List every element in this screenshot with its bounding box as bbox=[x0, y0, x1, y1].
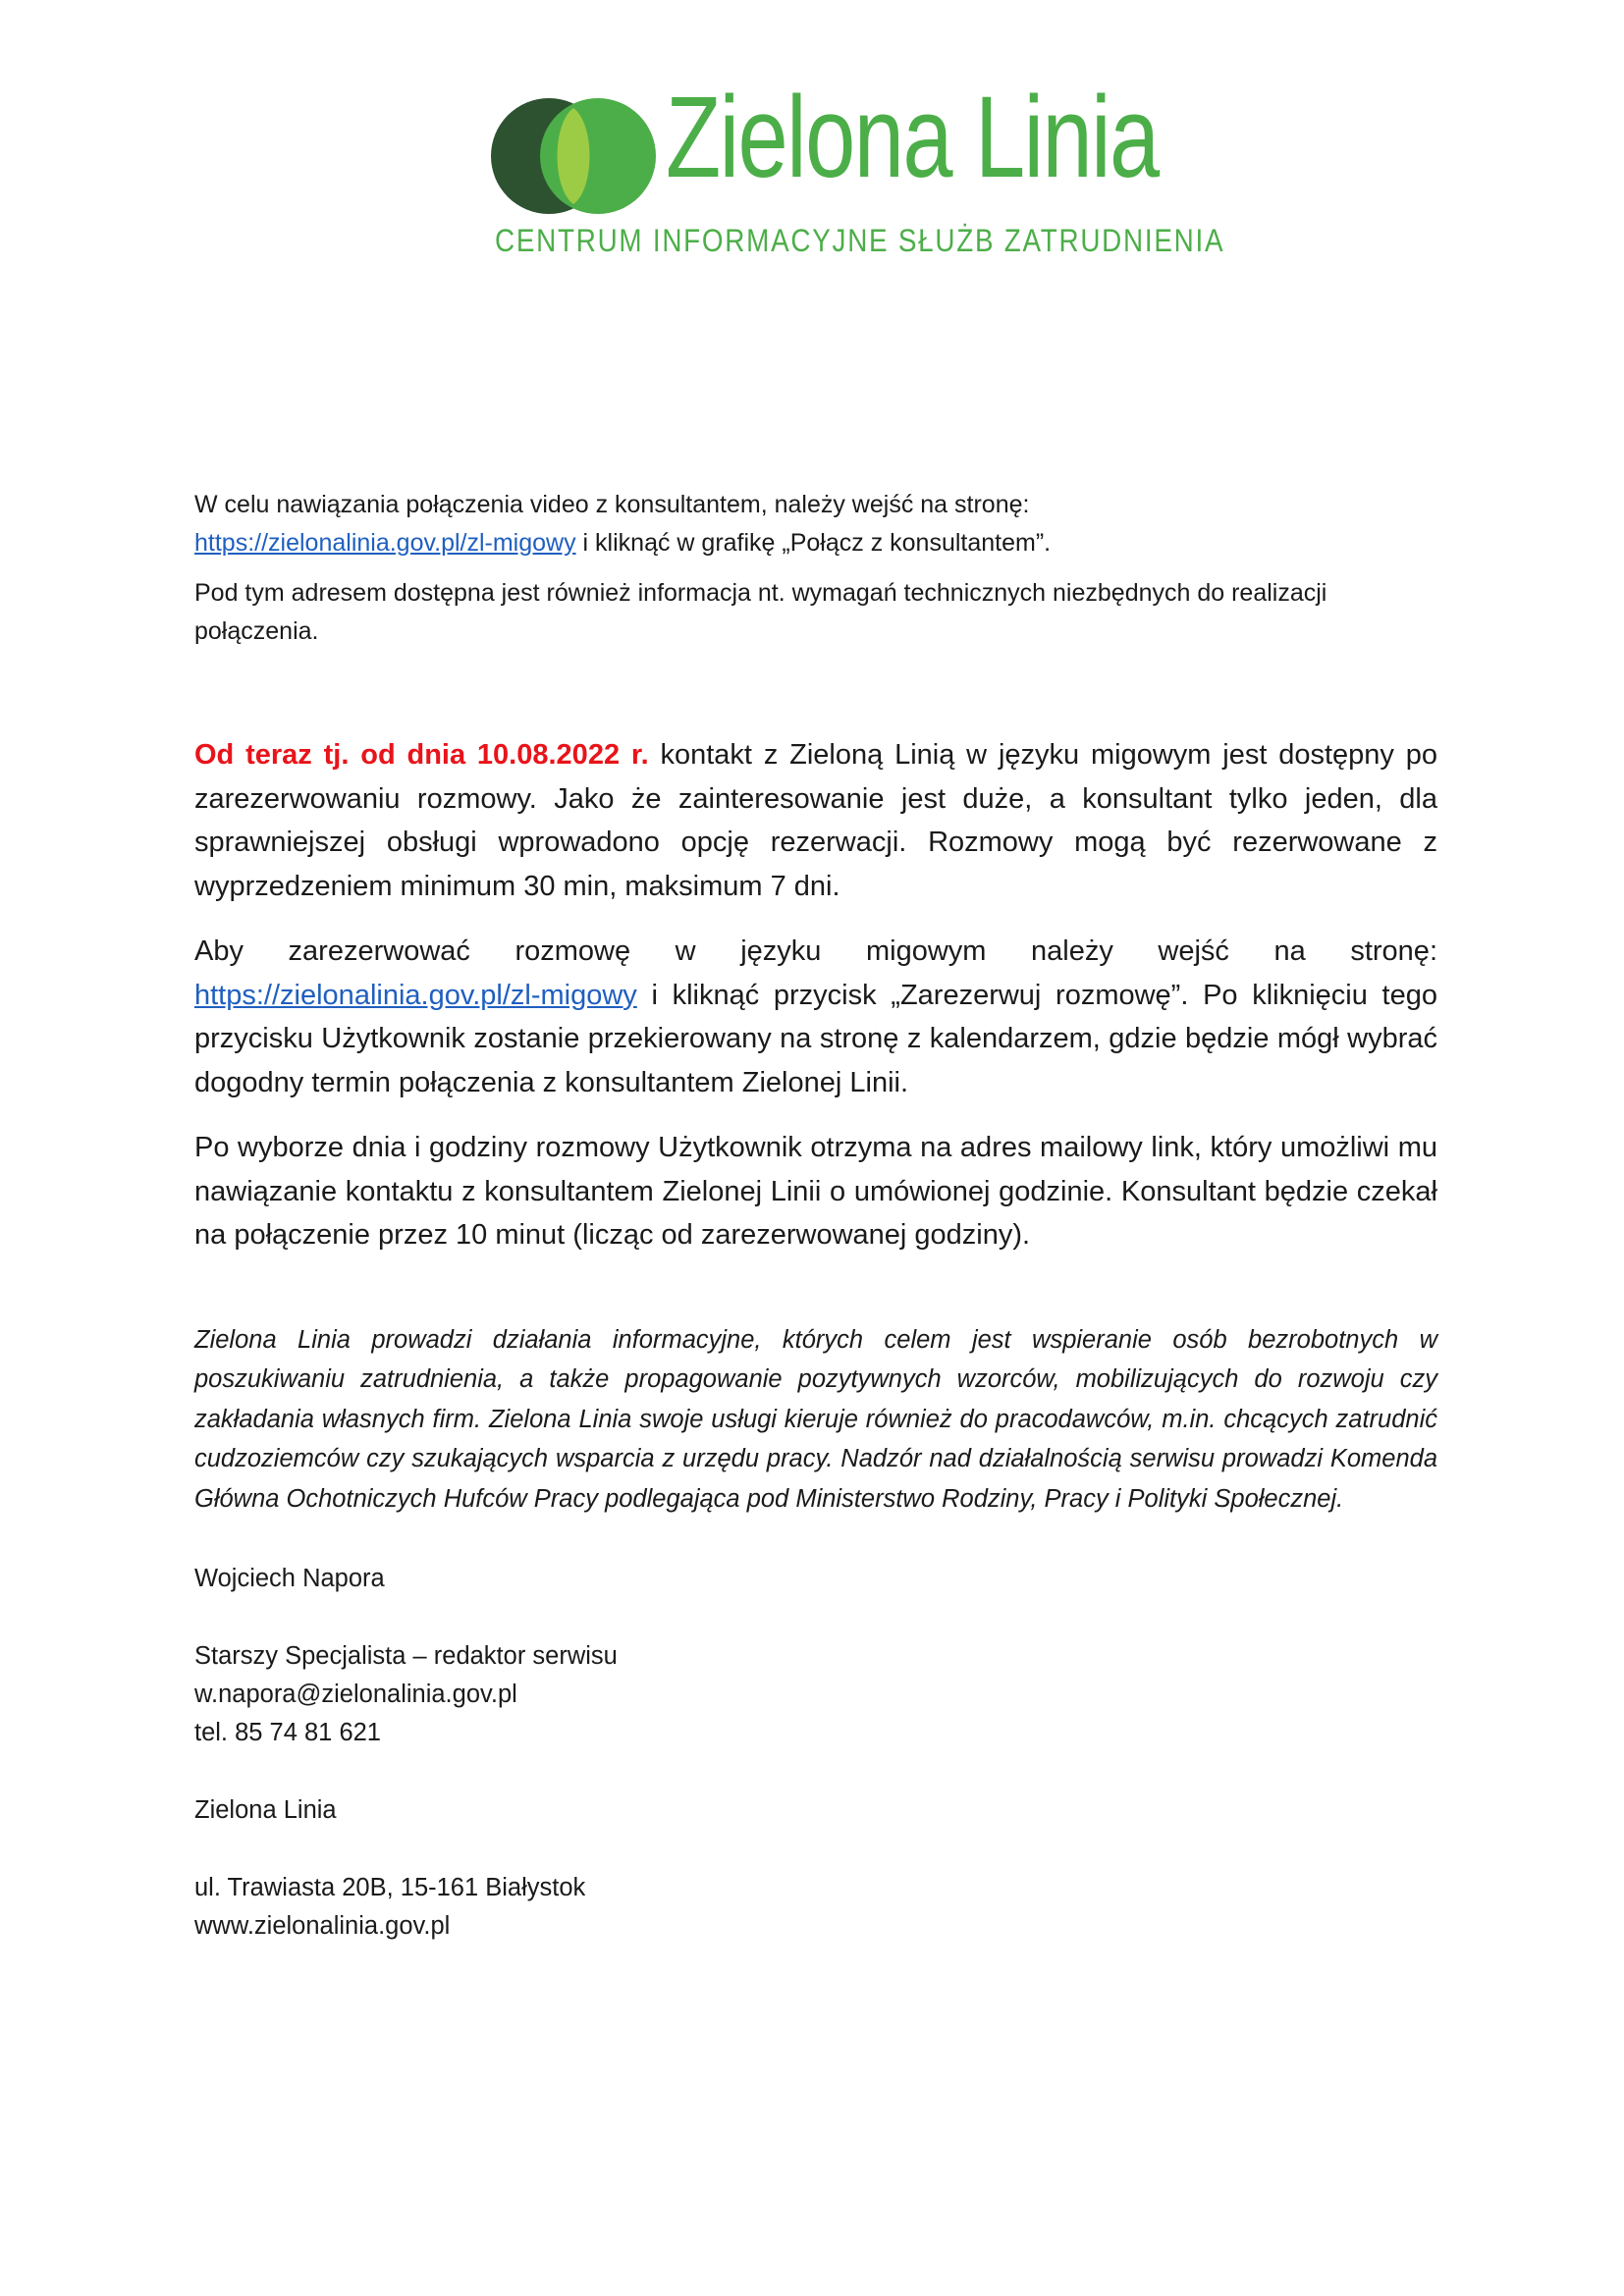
signature-website: www.zielonalinia.gov.pl bbox=[194, 1912, 451, 1940]
intro-line: W celu nawiązania połączenia video z konsultantem, należy wejść na stronę: bbox=[194, 491, 1030, 518]
signature-address: ul. Trawiasta 20B, 15-161 Białystok bbox=[194, 1874, 586, 1901]
requirements-paragraph: Pod tym adresem dostępna jest również informacja nt. wymagań technicznych niezbędnych do realizacji połączenia. bbox=[194, 579, 1327, 645]
signature-org: Zielona Linia bbox=[194, 1796, 337, 1824]
how-to-reserve-paragraph bbox=[194, 930, 1437, 1104]
intro-link[interactable]: https://zielonalinia.gov.pl/zl-migowy bbox=[194, 529, 576, 557]
how-to-reserve-rest: i kliknąć przycisk „Zarezerwuj rozmowę”. Po kliknięciu tego przycisku Użytkownik zostanie przekierowany na stronę z kalendarzem, gdzie będzie mógł wybrać dogodny termin połączenia z konsultantem Zielonej Linii. bbox=[194, 979, 1437, 1098]
about-paragraph: Zielona Linia prowadzi działania informacyjne, których celem jest wspieranie osób bezrobotnych w poszukiwaniu zatrudnienia, a także propagowanie pozytywnych wzorców, mobilizujących do rozwoju czy zakładania własnych firm. Zielona Linia swoje usługi kieruje również do pracodawców, m.in. chcących zatrudnić cudzoziemców czy szukających wsparcia z urzędu pracy. Nadzór nad działalnością serwisu prowadzi Komenda Główna Ochotniczych Hufców Pracy podlegająca pod Ministerstwo Rodziny, Pracy i Polityki Społecznej. bbox=[194, 1325, 1437, 1513]
signature-address-block bbox=[194, 1869, 1437, 1946]
logo-title: Zielona Linia bbox=[666, 73, 1159, 202]
leaf-logo-icon bbox=[491, 98, 656, 214]
signature-email: w.napora@zielonalinia.gov.pl bbox=[194, 1681, 517, 1708]
logo-subtitle: CENTRUM INFORMACYJNE SŁUŻB ZATRUDNIENIA bbox=[495, 223, 1225, 258]
after-reservation-paragraph: Po wyborze dnia i godziny rozmowy Użytkownik otrzyma na adres mailowy link, który umożliwi mu nawiązanie kontaktu z konsultantem Zielonej Linii o umówionej godzinie. Konsultant będzie czekał na połączenie przez 10 minut (licząc od zarezerwowanej godziny). bbox=[194, 1132, 1437, 1251]
intro-after-link: i kliknąć w grafikę „Połącz z konsultantem”. bbox=[575, 529, 1052, 557]
signature-contact bbox=[194, 1637, 1437, 1752]
document-body bbox=[194, 486, 1437, 1946]
signature-phone: tel. 85 74 81 621 bbox=[194, 1719, 381, 1746]
signature-position: Starszy Specjalista – redaktor serwisu bbox=[194, 1642, 618, 1670]
date-highlight: Od teraz tj. od dnia 10.08.2022 r. bbox=[194, 739, 649, 771]
signature-name: Wojciech Napora bbox=[194, 1565, 385, 1592]
how-to-reserve-start: Aby zarezerwować rozmowę w języku migowym należy wejść na stronę: bbox=[194, 935, 1437, 967]
reservation-text: kontakt z Zieloną Linią w języku migowym jest dostępny po zarezerwowaniu rozmowy. Jako że zainteresowanie jest duże, a konsultant tylko jeden, dla sprawniejszej obsługi wprowadono opcję rezerwacji. Rozmowy mogą być rezerwowane z wyprzedzeniem minimum 30 min, maksimum 7 dni. bbox=[194, 739, 1438, 902]
reservation-paragraph bbox=[194, 733, 1437, 908]
intro-paragraph bbox=[194, 486, 1437, 562]
reserve-link[interactable]: https://zielonalinia.gov.pl/zl-migowy bbox=[194, 979, 637, 1011]
zielona-linia-logo bbox=[491, 73, 1225, 265]
